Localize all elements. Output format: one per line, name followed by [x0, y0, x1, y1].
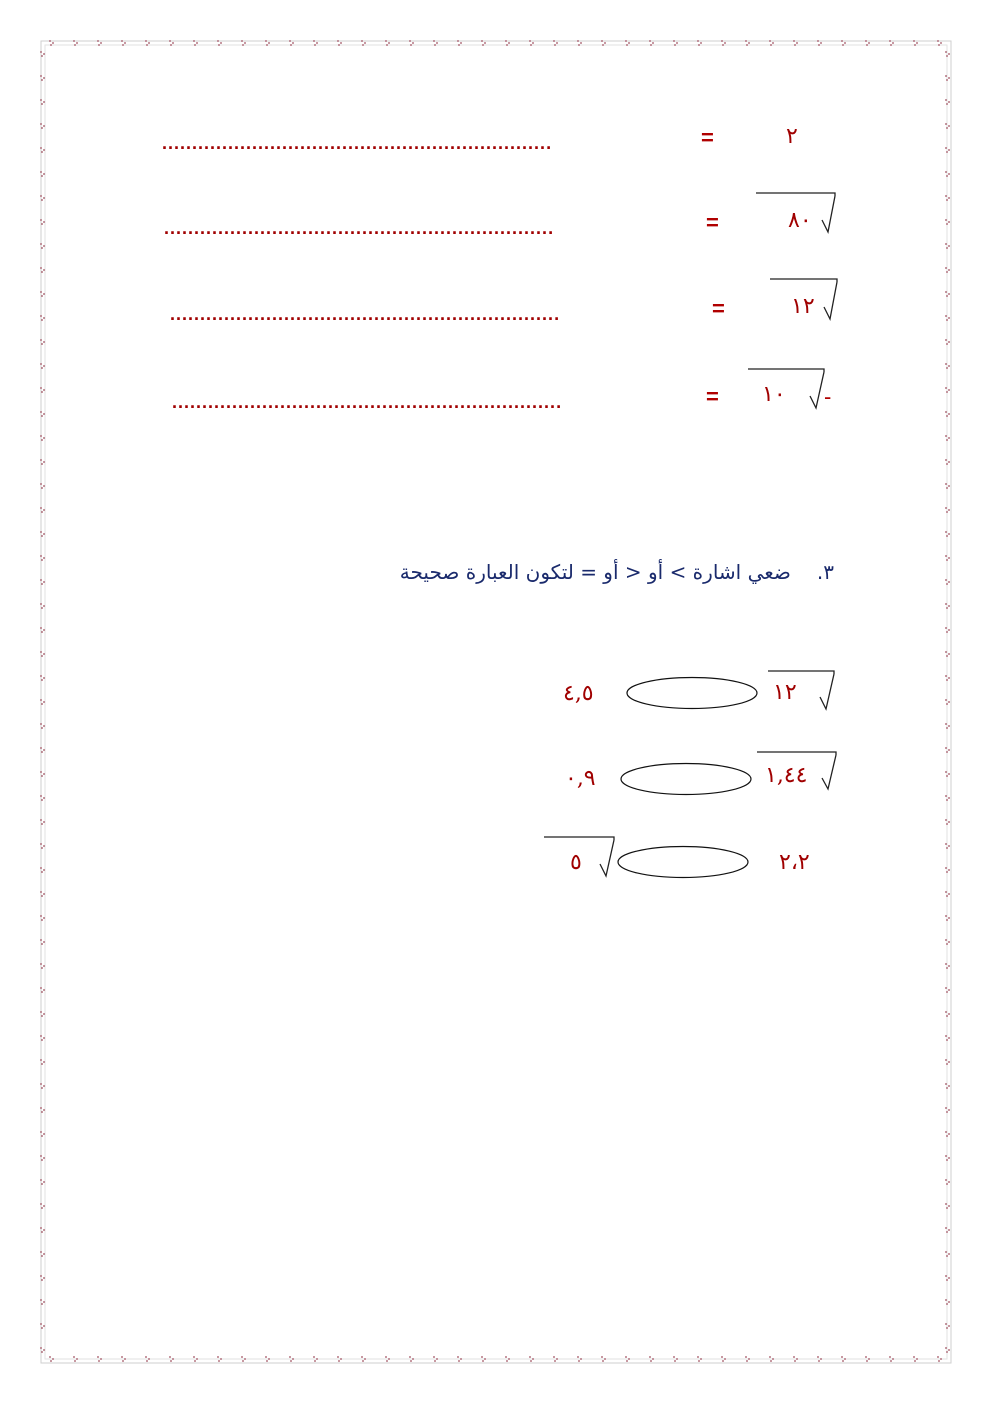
- compare2-left-value: ٠,٩: [565, 766, 596, 791]
- compare2-radicand: ١,٤٤: [765, 763, 808, 788]
- compare1-radicand: ١٢: [773, 680, 797, 705]
- compare1-left-value: ٤,٥: [563, 681, 594, 706]
- compare3-right-value: ٢،٢: [779, 850, 810, 875]
- row1-equals: =: [701, 125, 714, 150]
- compare2-answer-oval[interactable]: [620, 762, 752, 796]
- compare1-answer-oval[interactable]: [626, 676, 758, 710]
- row3-answer-line: .................................................................: [170, 305, 561, 323]
- row1-value: ٢: [786, 124, 798, 149]
- question-instruction: ضعي اشارة > أو < أو = لتكون العبارة صحيحة: [399, 560, 791, 584]
- compare3-answer-oval[interactable]: [617, 845, 749, 879]
- row2-equals: =: [706, 210, 719, 235]
- question-number: ٣.: [816, 560, 834, 584]
- row1-answer-line: .................................................................: [162, 134, 553, 152]
- row3-radicand: ١٢: [791, 294, 815, 319]
- row4-radicand: ١٠: [762, 382, 786, 407]
- row4-answer-line: .................................................................: [172, 393, 563, 411]
- question-3-heading: [400, 560, 834, 584]
- row4-equals: =: [706, 384, 719, 409]
- row2-answer-line: .................................................................: [164, 219, 555, 237]
- row2-radicand: ٨٠: [788, 208, 812, 233]
- row4-radical-sign: [748, 368, 826, 414]
- compare3-radicand: ٥: [570, 850, 582, 875]
- row3-equals: =: [712, 296, 725, 321]
- row4-minus-sign: -: [824, 384, 832, 409]
